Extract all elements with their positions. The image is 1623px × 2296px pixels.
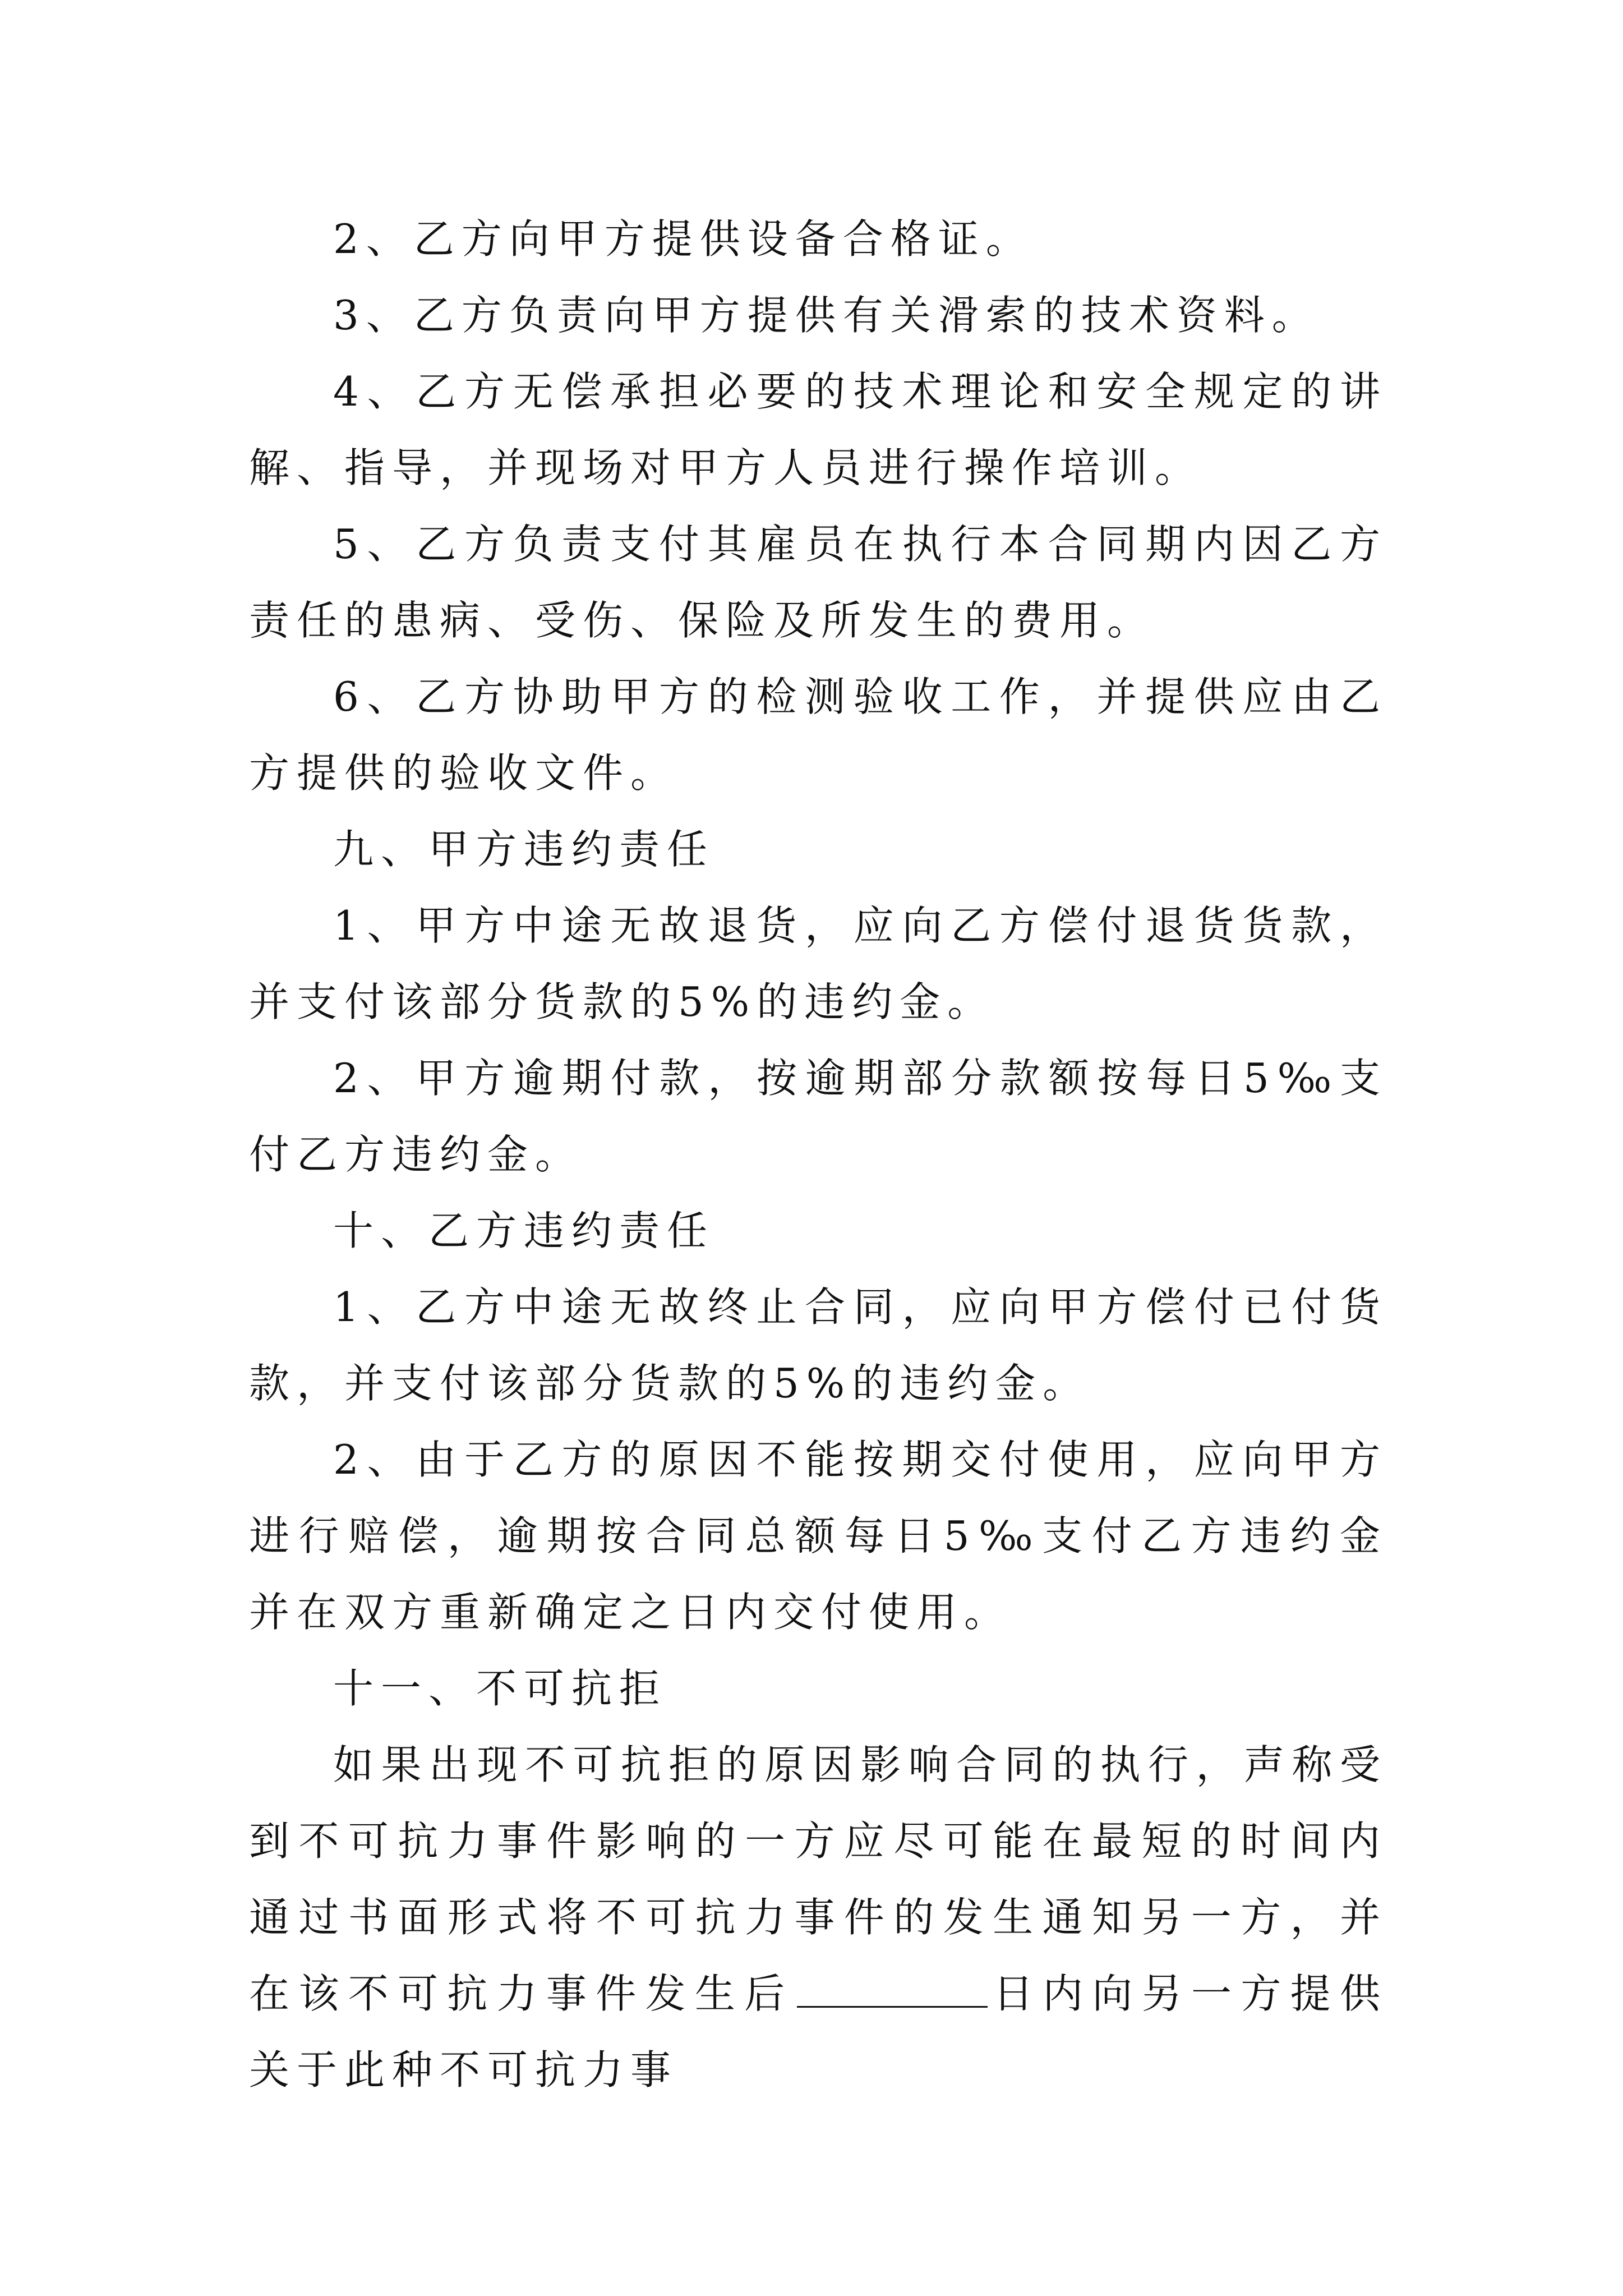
force-majeure-paragraph — [249, 1727, 1387, 2108]
clause-paragraph: 3、乙方负责向甲方提供有关滑索的技术资料。 — [333, 292, 1320, 339]
clause-paragraph: 2、甲方逾期付款，按逾期部分款额按每日5‰支付乙方违约金。 — [249, 1055, 1387, 1178]
clause-paragraph: 1、甲方中途无故退货，应向乙方偿付退货货款，并支付该部分货款的5%的违约金。 — [249, 902, 1387, 1025]
clause-paragraph: 5、乙方负责支付其雇员在执行本合同期内因乙方责任的患病、受伤、保险及所发生的费用。 — [249, 521, 1387, 644]
section-heading: 十一、不可抗拒 — [333, 1665, 667, 1712]
clause-paragraph: 6、乙方协助甲方的检测验收工作，并提供应由乙方提供的验收文件。 — [249, 673, 1387, 797]
document-body — [249, 201, 1387, 2108]
fill-in-blank[interactable] — [797, 1972, 988, 2008]
clause-paragraph: 4、乙方无偿承担必要的技术理论和安全规定的讲解、指导，并现场对甲方人员进行操作培训。 — [249, 368, 1387, 491]
clause-paragraph: 2、乙方向甲方提供设备合格证。 — [333, 215, 1034, 263]
section-heading: 九、甲方违约责任 — [333, 826, 715, 873]
clause-paragraph: 2、由于乙方的原因不能按期交付使用，应向甲方进行赔偿，逾期按合同总额每日5‰支付乙方违约金并在双方重新确定之日内交付使用。 — [249, 1436, 1387, 1636]
force-majeure-tail: 日内向另一方提供关于此种不可抗力事 — [249, 1970, 1387, 2093]
force-majeure-text: 如果出现不可抗拒的原因影响合同的执行，声称受到不可抗力事件影响的一方应尽可能在最短的时间内通过书面形式将不可抗力事件的发生通知另一方，并在该不可抗力事件发生后 — [249, 1741, 1387, 2017]
section-heading: 十、乙方违约责任 — [333, 1207, 715, 1254]
clause-paragraph: 1、乙方中途无故终止合同，应向甲方偿付已付货款，并支付该部分货款的5%的违约金。 — [249, 1283, 1387, 1407]
